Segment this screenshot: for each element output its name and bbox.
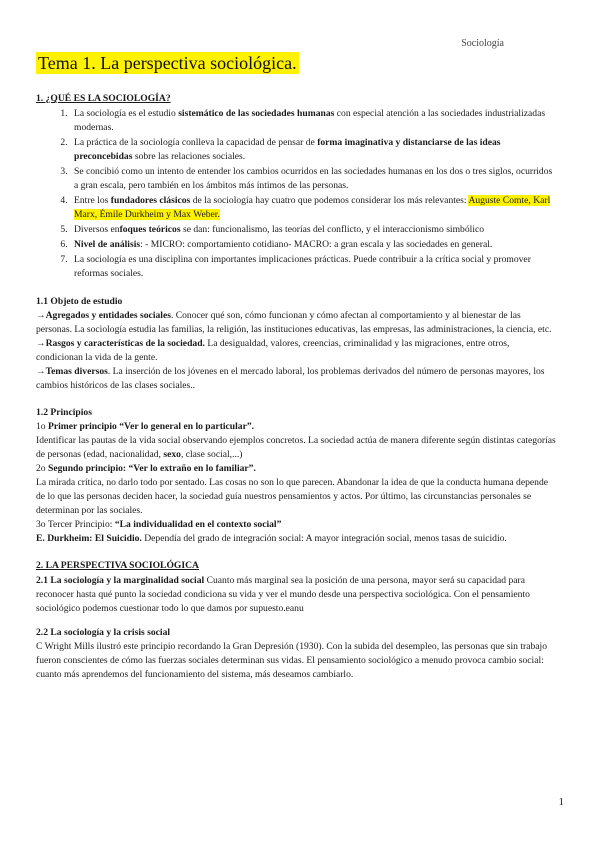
bold-text: foques teóricos — [119, 224, 181, 235]
bold-text: Primer principio “Ver lo general en lo particular”. — [48, 421, 255, 432]
text: Diversos en — [74, 224, 120, 235]
text: La práctica de la sociología conlleva la capacidad de pensar de — [74, 137, 318, 148]
text: Dependía del grado de integración social: A mayor integración social, menos tasas de suicidio. — [141, 533, 507, 544]
paragraph: C Wright Mills ilustró este principio recordando la Gran Depresión (1930). Con la subida del desempleo, las personas que sin trabajo fueron conscientes de cómo las fuerzas sociales determinan sus vidas. El pensamiento sociológico a menudo provoca cambio social: cuanto más aprendemos del funcionamiento del sistema, más deseamos cambiarlo. — [36, 641, 547, 680]
paragraph — [36, 574, 558, 616]
principle-heading — [36, 420, 558, 434]
bold-text: “La individualidad en el contexto social” — [114, 519, 282, 530]
highlighted-text: Auguste Comte, Karl Marx, Émile Durkheim y Max Weber. — [74, 195, 551, 220]
bold-text: E. Durkheim: El Suicidio. — [36, 533, 142, 544]
paragraph — [36, 532, 558, 546]
principle-heading — [36, 462, 558, 476]
list-item — [70, 194, 558, 222]
text: sobre las relaciones sociales. — [132, 151, 246, 162]
text: . La inserción de los jóvenes en el mercado laboral, los problemas derivados del número de personas mayores, los cambios históricos de las clases sociales.. — [36, 366, 545, 391]
running-header: Sociología — [461, 38, 504, 49]
text: La desigualdad, valores, creencias, criminalidad y las migraciones, entre otros, condicionan la vida de la gente. — [36, 338, 510, 363]
bold-text: Segundo principio: “Ver lo extraño en lo familiar”. — [48, 463, 256, 474]
text: : - MICRO: comportamiento cotidiano- MACRO: a gran escala y las sociedades en general. — [140, 239, 493, 250]
text: 2o — [36, 463, 48, 474]
text: Cuanto más marginal sea la posición de una persona, mayor será su capacidad para reconocer hasta qué punto la sociedad condiciona su vida y ver el mundo desde una perspectiva sociológica. Con el pensamiento sociológico podemos cuestionar todo lo que damos por supuesto.eanu — [36, 575, 530, 614]
numbered-list — [36, 107, 558, 281]
list-item — [70, 136, 558, 164]
list-item — [70, 253, 558, 281]
bold-text: Rasgos y características de la sociedad. — [45, 338, 205, 349]
text: . Conocer qué son, cómo funcionan y cómo afectan al comportamiento y al bienestar de las personas. La sociología estudia las familias, la religión, las instituciones educativas, las empresas, las administraciones, la ciencia, etc. — [36, 310, 552, 335]
paragraph — [36, 434, 558, 462]
section-heading: 2. LA PERSPECTIVA SOCIOLÓGICA — [36, 560, 199, 571]
bold-text: 2.1 La sociología y la marginalidad social — [36, 575, 205, 586]
bold-text: fundadores clásicos — [110, 195, 191, 206]
text: 3o Tercer Principio: — [36, 519, 115, 530]
list-item — [70, 165, 558, 193]
bold-text: Nivel de análisis — [74, 239, 141, 250]
bold-text: sistemático de las sociedades humanas — [178, 108, 335, 119]
bold-text: forma imaginativa y distanciarse de las ideas preconcebidas — [74, 137, 501, 162]
arrow-icon: → — [36, 338, 46, 349]
text: de la sociología hay cuatro que podemos considerar los más relevantes: — [190, 195, 469, 206]
arrow-icon: → — [36, 310, 46, 321]
section-heading: 1. ¿QUÉ ES LA SOCIOLOGÍA? — [36, 93, 171, 104]
bold-text: Agregados y entidades sociales — [45, 310, 171, 321]
subsection-heading: 1.2 Principios — [36, 407, 92, 418]
text: Identificar las pautas de la vida social observando ejemplos concretos. La sociedad actúa de manera diferente según distintas categorías de personas (edad, nacionalidad, — [36, 435, 556, 460]
text: La sociología es una disciplina con importantes implicaciones prácticas. Puede contribuir a la crítica social y promover reformas sociales. — [74, 254, 531, 279]
page-number: 1 — [558, 796, 564, 808]
subsection-heading: 1.1 Objeto de estudio — [36, 296, 123, 307]
bold-text: sexo — [163, 449, 181, 460]
list-item — [70, 107, 558, 135]
paragraph: La mirada crítica, no darlo todo por sentado. Las cosas no son lo que parecen. Abandonar la idea de que la conducta humana depende de lo que las personas deciden hacer, la sociedad guía nuestros pensamientos y actos. Por último, las circunstancias personales se determinan por las sociales. — [36, 477, 549, 516]
paragraph — [36, 365, 558, 393]
text: Entre los — [74, 195, 111, 206]
text: se dan: funcionalismo, las teorías del conflicto, y el interaccionismo simbólico — [180, 224, 485, 235]
list-item — [70, 223, 558, 237]
text: 1o — [36, 421, 48, 432]
document-body — [36, 92, 558, 682]
text: con especial atención a las sociedades industrializadas modernas. — [74, 108, 546, 133]
text: La sociología es el estudio — [74, 108, 179, 119]
text: Se concibió como un intento de entender los cambios ocurridos en las sociedades humanas en los dos o tres siglos, ocurridos a gran escala, pero también en los ámbitos más íntimos de las personas. — [74, 166, 553, 191]
text: , clase social,...) — [180, 449, 243, 460]
arrow-icon: → — [36, 366, 46, 377]
subsection-heading: 2.2 La sociología y la crisis social — [36, 627, 171, 638]
bold-text: Temas diversos — [45, 366, 108, 377]
principle-heading — [36, 518, 558, 532]
list-item — [70, 238, 558, 252]
paragraph — [36, 337, 558, 365]
page-title: Tema 1. La perspectiva sociológica. — [38, 53, 297, 73]
paragraph — [36, 309, 558, 337]
